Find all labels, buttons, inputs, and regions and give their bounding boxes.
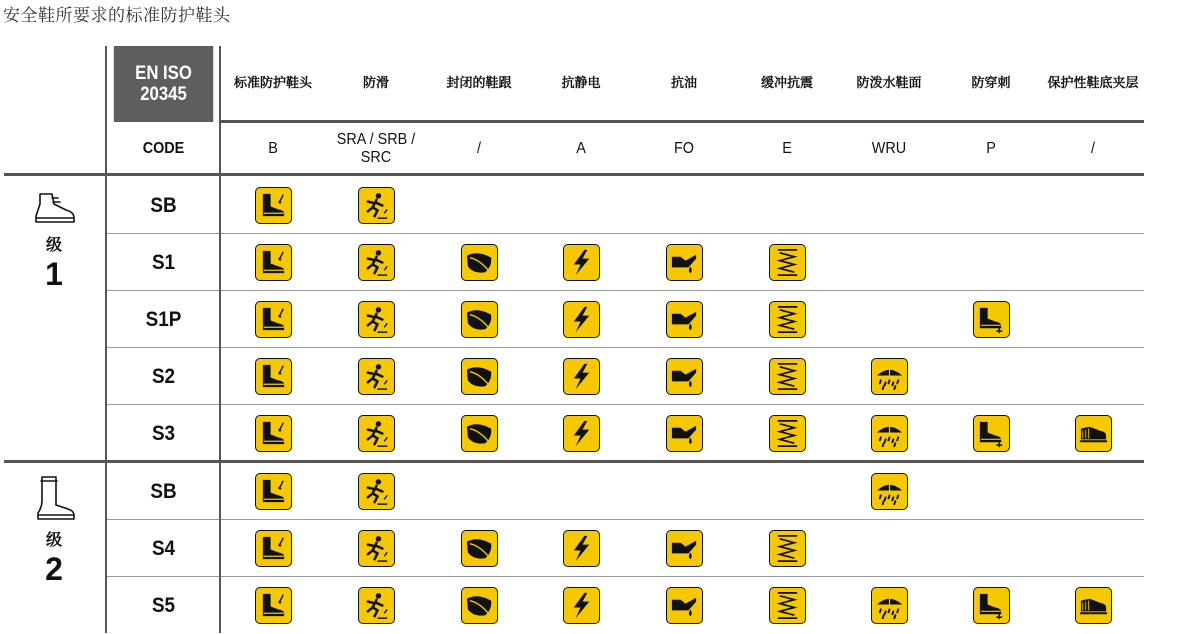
column-code: E	[782, 140, 792, 157]
antistatic-icon	[563, 244, 600, 281]
protective-sole-icon	[1075, 587, 1112, 624]
column-code: A	[576, 140, 586, 157]
row-code: S1	[151, 250, 176, 274]
row-code: S4	[151, 536, 176, 560]
column-code: P	[986, 140, 996, 157]
shock-absorption-icon	[769, 587, 806, 624]
row-code: S3	[151, 421, 176, 445]
closed-heel-icon	[461, 358, 498, 395]
oil-resistance-icon	[666, 530, 703, 567]
standard-line-2: 20345	[140, 84, 187, 105]
slip-resistance-icon	[358, 301, 395, 338]
boot-toe-cap-icon	[255, 415, 292, 452]
column-code: /	[1090, 140, 1095, 157]
shock-absorption-icon	[769, 530, 806, 567]
water-repellent-icon	[871, 358, 908, 395]
label-divider	[219, 46, 221, 633]
slip-resistance-icon	[358, 187, 395, 224]
column-header: 封闭的鞋跟	[446, 75, 512, 91]
left-border	[105, 46, 107, 633]
standard-box	[114, 46, 213, 122]
column-header: 标准防护鞋头	[233, 75, 312, 91]
boot-toe-cap-icon	[255, 473, 292, 510]
oil-resistance-icon	[666, 301, 703, 338]
column-code: B	[268, 140, 278, 157]
shock-absorption-icon	[769, 415, 806, 452]
row-divider	[107, 347, 1144, 348]
level-label: 级	[45, 235, 62, 254]
boot-toe-cap-icon	[255, 244, 292, 281]
antistatic-icon	[563, 358, 600, 395]
column-header: 保护性鞋底夹层	[1047, 75, 1139, 91]
slip-resistance-icon	[358, 244, 395, 281]
row-divider	[107, 576, 1144, 577]
column-code: WRU	[871, 140, 907, 157]
puncture-resistance-icon	[973, 587, 1010, 624]
slip-resistance-icon	[358, 415, 395, 452]
antistatic-icon	[563, 587, 600, 624]
closed-heel-icon	[461, 301, 498, 338]
page-title: 安全鞋所要求的标准防护鞋头	[3, 6, 231, 26]
row-code: S5	[151, 593, 176, 617]
slip-resistance-icon	[358, 587, 395, 624]
antistatic-icon	[563, 415, 600, 452]
oil-resistance-icon	[666, 587, 703, 624]
water-repellent-icon	[871, 473, 908, 510]
boot-toe-cap-icon	[255, 587, 292, 624]
column-header: 防滑	[362, 75, 389, 91]
row-divider	[107, 519, 1144, 520]
boot-toe-cap-icon	[255, 187, 292, 224]
shock-absorption-icon	[769, 358, 806, 395]
level-label: 级	[45, 530, 62, 549]
slip-resistance-icon	[358, 358, 395, 395]
slip-resistance-icon	[358, 530, 395, 567]
puncture-resistance-icon	[973, 301, 1010, 338]
row-code: S2	[151, 364, 176, 388]
oil-resistance-icon	[666, 358, 703, 395]
water-repellent-icon	[871, 415, 908, 452]
closed-heel-icon	[461, 244, 498, 281]
column-header: 抗静电	[561, 75, 601, 91]
shock-absorption-icon	[769, 301, 806, 338]
boot-toe-cap-icon	[255, 530, 292, 567]
column-header: 抗油	[670, 75, 697, 91]
standard-line-1: EN ISO	[135, 63, 192, 84]
level-group	[4, 475, 104, 585]
boot-toe-cap-icon	[255, 301, 292, 338]
row-code: S1P	[145, 307, 182, 331]
level-group	[4, 190, 104, 290]
oil-resistance-icon	[666, 415, 703, 452]
puncture-resistance-icon	[973, 415, 1010, 452]
column-code: SRA / SRB / SRC	[336, 131, 416, 166]
row-code: SB	[150, 479, 177, 503]
level-number: 2	[45, 551, 63, 587]
shock-absorption-icon	[769, 244, 806, 281]
closed-heel-icon	[461, 415, 498, 452]
shoe-icon	[32, 190, 76, 230]
code-label: CODE	[142, 140, 185, 157]
column-header: 缓冲抗震	[760, 75, 813, 91]
row-divider	[107, 404, 1144, 405]
column-header: 防穿刺	[971, 75, 1011, 91]
antistatic-icon	[563, 301, 600, 338]
boot-toe-cap-icon	[255, 358, 292, 395]
level-number: 1	[45, 256, 63, 292]
row-divider	[107, 290, 1144, 291]
water-repellent-icon	[871, 587, 908, 624]
column-code: /	[476, 140, 481, 157]
protective-sole-icon	[1075, 415, 1112, 452]
closed-heel-icon	[461, 587, 498, 624]
antistatic-icon	[563, 530, 600, 567]
closed-heel-icon	[461, 530, 498, 567]
rubber-boot-icon	[32, 475, 76, 525]
row-divider	[107, 233, 1144, 234]
column-code: FO	[674, 140, 694, 157]
slip-resistance-icon	[358, 473, 395, 510]
row-code: SB	[150, 193, 177, 217]
column-header: 防泼水鞋面	[856, 75, 922, 91]
oil-resistance-icon	[666, 244, 703, 281]
